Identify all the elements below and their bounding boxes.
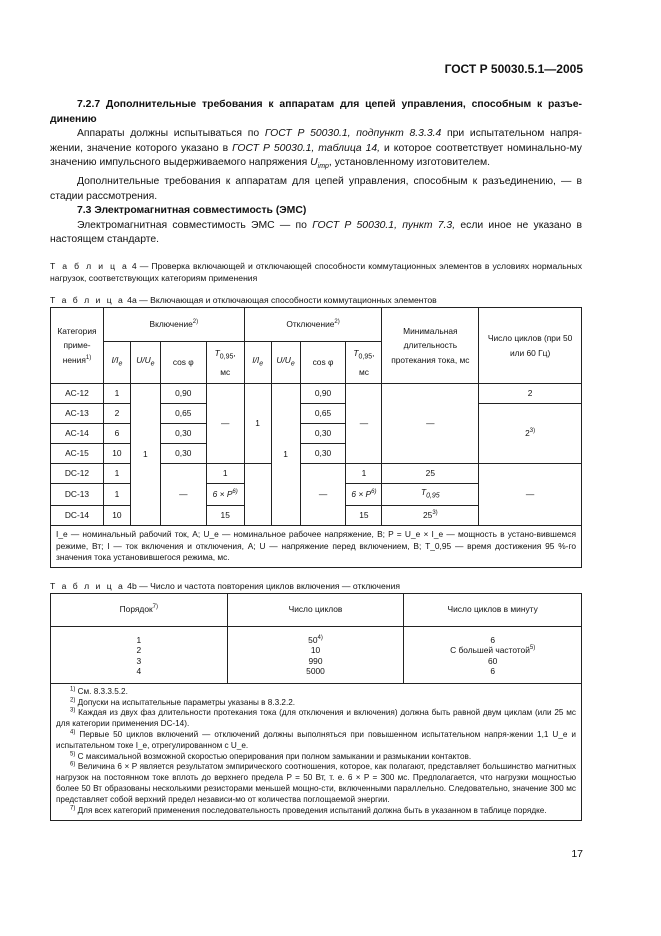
note-5: $^{5)}$ С максимальной возможной скоростью оперирования при полном замыкании и размыкании контактов. <box>70 750 472 761</box>
merged-i-off: 1 <box>244 384 271 464</box>
table-row: DC-13 1 $6 \times P^{6)}$ $6 \times P^{6)}$ $T_{0,95}$ <box>51 484 582 506</box>
sub-cos-on: cos φ <box>160 342 206 384</box>
sub-i-on: $I/I_e$ <box>103 342 130 384</box>
note-3: $^{3)}$ Каждая из двух фаз длительности протекания тока (для отключения и включения) должна быть равной двум циклам (или 25 мс для категории применения DC-14). <box>56 707 576 729</box>
merged-u-on: 1 <box>130 384 160 526</box>
section-7-3-paragraph: Электромагнитная совместимость ЭМС — по ГОСТ Р 50030.1, пункт 7.3, если иное не указано в настоящем стандарте. <box>50 219 582 246</box>
table-4b-notes <box>51 683 582 821</box>
page-number: 17 <box>571 848 583 860</box>
note-4: $^{4)}$ Первые 50 циклов включений — отключений должны выполняться при повышенном испытательном напря-жении 1,1 U_e и испытательном токе I_e, отрегулированном с U_e. <box>56 729 576 750</box>
sub-i-off: $I/I_e$ <box>244 342 271 384</box>
table-4b-caption: Т а б л и ц а 4b — Число и частота повторения циклов включения — отключения <box>50 580 401 591</box>
header-number-of-cycles: Число циклов <box>227 593 404 626</box>
note-7: $^{7)}$ Для всех категорий применения последовательность проведения испытаний должна быть в указанном в таблице порядке. <box>70 804 547 815</box>
sub-u-off: $U/U_e$ <box>271 342 300 384</box>
header-order: Порядок$^{7)}$ <box>51 593 228 626</box>
table-4b <box>50 593 582 822</box>
note-6: $^{6)}$ Величина 6 × P является результатом эмпирического соотношения, которое, как полагают, представляет большинство магнитных нагрузок на постоянном токе вплоть до верхнего предела P = 50 Вт, т. е. 6 × P = 300 мс. Предполагается, что нагрузки мощностью более 50 Вт образованы несколькими резисторами меньшей мощно-сти, включенными параллельно. Следовательно, значение 300 мс представляет собой верхний предел независи-мо от количества поглощаемой энергии. <box>56 761 576 804</box>
section-7-2-7-paragraph-1: Аппараты должны испытываться по ГОСТ Р 50030.1, подпункт 8.3.3.4 при испытательном напря-жении, значение которого указано в ГОСТ Р 50030.1, таблица 14, и которое соответствует номинально-му значению импульсного выдерживаемого напряжения $U_{imp}$, установленному изготовителем. <box>50 128 582 171</box>
table-row: AC-15 10 0,30 0,30 <box>51 444 582 464</box>
section-7-2-7-paragraph-2: Дополнительные требования к аппаратам для цепей управления, способным к разъединению, — в стадии рассмотрения. <box>50 176 582 202</box>
header-min-duration: Минимальная длительность протекания тока, мс <box>382 308 479 384</box>
table-row: AC-14 6 0,30 0,30 <box>51 424 582 444</box>
note-2: $^{2)}$ Допуски на испытательные параметры указаны в 8.3.2.2. <box>70 696 296 707</box>
section-7-2-7-heading: 7.2.7 Дополнительные требования к аппаратам для цепей управления, способным к разъе-динению <box>50 99 582 125</box>
header-cycles-per-minute: Число циклов в минуту <box>404 593 582 626</box>
page-content <box>50 98 582 821</box>
sub-cos-off: cos φ <box>300 342 346 384</box>
table-row: AC-13 2 0,65 0,65 2$^{3)}$ <box>51 404 582 424</box>
cycles-column: 50$^{4)}$ 10 990 5000 <box>227 626 404 683</box>
document-code: ГОСТ Р 50030.5.1—2005 <box>444 62 583 76</box>
table-4a-caption: Т а б л и ц а 4а — Включающая и отключающая способности коммутационных элементов <box>50 295 437 306</box>
order-column: 1 2 3 4 <box>51 626 228 683</box>
table-row: DC-12 1 — 1 — 1 25 — <box>51 464 582 484</box>
sub-t-on: $T_{0,95}$, мс <box>206 342 244 384</box>
table-row: DC-14 10 15 15 25$^{3)}$ <box>51 506 582 526</box>
table-4-caption: Т а б л и ц а 4 — Проверка включающей и отключающей способности коммутационных элементов в условиях нормальных нагрузок, соответствующих категориям применения <box>50 261 582 284</box>
header-off: Отключение$^{2)}$ <box>244 308 382 342</box>
merged-u-off: 1 <box>271 384 300 526</box>
table-4a-footnote: I_e — номинальный рабочий ток, А; U_e — номинальное рабочее напряжение, В; P = U_e × I_e — мощность в устано-вившемся режиме, Вт; I — ток включения и отключения, А; U — напряжение перед включением, В; T_0,95 — время достижения 95 %-го значения тока установившегося режима, мс. <box>51 526 582 568</box>
header-on: Включение$^{2)}$ <box>103 308 244 342</box>
header-cycles: Число циклов (при 50 или 60 Гц) <box>479 308 582 384</box>
section-7-3-heading: 7.3 Электромагнитная совместимость (ЭМС) <box>77 205 307 217</box>
sub-u-on: $U/U_e$ <box>130 342 160 384</box>
table-4a <box>50 307 582 568</box>
note-1: $^{1)}$ См. 8.3.3.5.2. <box>70 686 128 696</box>
header-category: Категория приме-нения$^{1)}$ <box>51 308 104 384</box>
table-row: AC-12 1 1 0,90 — 1 1 0,90 — — 2 <box>51 384 582 404</box>
sub-t-off: $T_{0,95}$, мс <box>346 342 382 384</box>
dc-i-off-blank <box>244 464 271 526</box>
per-minute-column: 6 С большей частотой$^{5)}$ 60 6 <box>404 626 582 683</box>
